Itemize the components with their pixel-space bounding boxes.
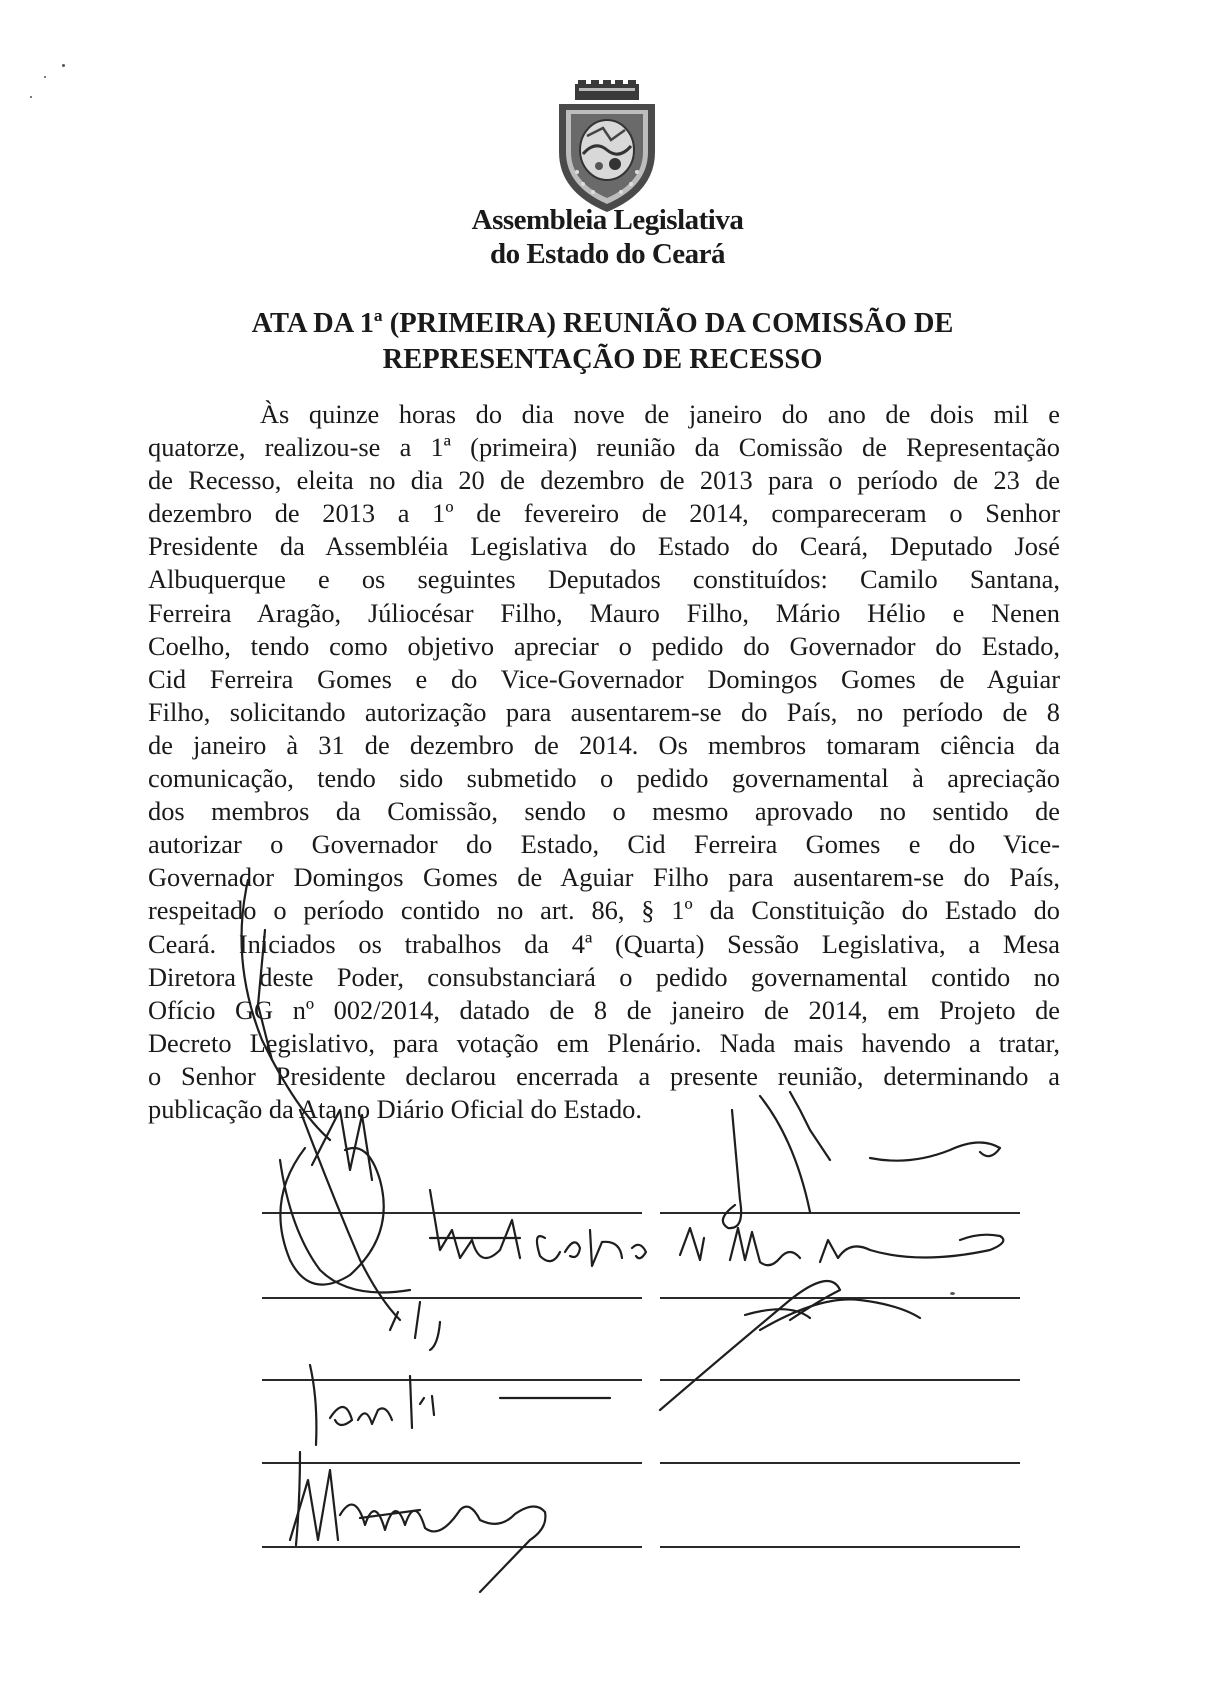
signature-line [660,1546,1020,1548]
signature-stroke [820,1235,1003,1262]
signature-stroke [870,1142,1000,1160]
signature-stroke [390,1312,398,1330]
signature-stroke [430,1190,520,1258]
signature-line [660,1379,1020,1381]
body-line: Cid Ferreira Gomes e do Vice-Governador Domingos Gomes de Aguiar [148,663,1060,694]
signature-stroke [358,1408,392,1424]
signature-stroke [290,1470,338,1540]
signature-line [262,1379,642,1381]
body-line: de janeiro à 31 de dezembro de 2014. Os membros tomaram ciência da [148,729,1060,760]
signature-stroke [415,1302,420,1338]
signature-stroke [590,1230,622,1266]
signature-stroke [296,1452,300,1545]
body-line: Coelho, tendo como objetivo apreciar o pedido do Governador do Estado, [148,630,1060,661]
body-line: dezembro de 2013 a 1º de fevereiro de 2014, compareceram o Senhor [148,498,1060,529]
body-line: Ofício GG nº 002/2014, datado de 8 de janeiro de 2014, em Projeto de [148,994,1060,1025]
body-line: de Recesso, eleita no dia 20 de dezembro de 2013 para o período de 23 de [148,465,1060,496]
body-line: publicação da Ata no Diário Oficial do Estado. [148,1093,642,1124]
body-line: Decreto Legislativo, para votação em Plenário. Nada mais havendo a tratar, [148,1027,1060,1058]
scan-speck [62,64,65,67]
document-title-line-2: REPRESENTAÇÃO DE RECESSO [382,344,823,375]
signature-stroke [300,1110,400,1320]
signature-stroke [432,1396,434,1415]
signature-stroke [280,1148,383,1285]
signature-stroke [310,1365,316,1445]
signature-stroke [660,1281,840,1410]
signature-stroke [430,1322,440,1350]
signature-line [660,1462,1020,1464]
signature-stroke [680,1228,704,1260]
scan-speck [950,1292,955,1295]
organization-name-line-1: Assembleia Legislativa [471,204,744,236]
signature-stroke [537,1236,560,1261]
signature-stroke [330,1407,352,1425]
signature-stroke [420,1398,424,1404]
body-line: Ferreira Aragão, Júliocésar Filho, Mauro Filho, Mário Hélio e Nenen [148,597,1060,628]
body-line: Ceará. Iniciados os trabalhos da 4ª (Quarta) Sessão Legislativa, a Mesa [148,928,1060,959]
signature-stroke [745,1309,810,1318]
signature-line [660,1297,1020,1299]
signature-stroke [730,1228,800,1265]
signature-stroke [760,1299,920,1330]
signature-line [262,1546,642,1548]
body-line: dos membros da Comissão, sendo o mesmo aprovado no sentido de [148,796,1060,827]
scan-speck [44,76,46,78]
state-coat-of-arms-icon [553,80,661,214]
signature-stroke [410,1376,412,1428]
body-line: autorizar o Governador do Estado, Cid Ferreira Gomes e do Vice- [148,829,1060,860]
body-line: Presidente da Assembléia Legislativa do Estado do Ceará, Deputado José [148,531,1060,562]
document-title-line-1: ATA DA 1ª (PRIMEIRA) REUNIÃO DA COMISSÃO DE [251,308,954,339]
scan-speck [30,96,32,98]
signature-line [262,1212,642,1214]
signature-stroke [340,1505,545,1592]
body-line: Filho, solicitando autorização para ausentarem-se do País, no período de 8 [148,696,1060,727]
body-line: o Senhor Presidente declarou encerrada a presente reunião, determinando a [148,1060,1060,1091]
body-line: comunicação, tendo sido submetido o pedido governamental à apreciação [148,763,1060,794]
body-line: quatorze, realizou-se a 1ª (primeira) reunião da Comissão de Representação [148,432,1060,463]
body-line: Às quinze horas do dia nove de janeiro do ano de dois mil e [260,399,1060,429]
body-line: Albuquerque e os seguintes Deputados constituídos: Camilo Santana, [148,564,1060,595]
body-line: respeitado o período contido no art. 86, § 1º da Constituição do Estado do [148,895,1060,926]
body-line: Governador Domingos Gomes de Aguiar Filho para ausentarem-se do País, [148,862,1060,893]
minutes-body [148,398,1060,1126]
signature-line [660,1212,1020,1214]
signature-line [262,1297,642,1299]
signature-line [262,1462,642,1464]
signature-stroke [565,1242,580,1257]
body-line: Diretora deste Poder, consubstanciará o pedido governamental contido no [148,961,1060,992]
signature-stroke [360,1510,420,1518]
organization-name-line-2: do Estado do Ceará [489,238,726,270]
signature-stroke [280,1160,410,1293]
signature-stroke [632,1245,646,1258]
signature-stroke [723,1110,741,1228]
